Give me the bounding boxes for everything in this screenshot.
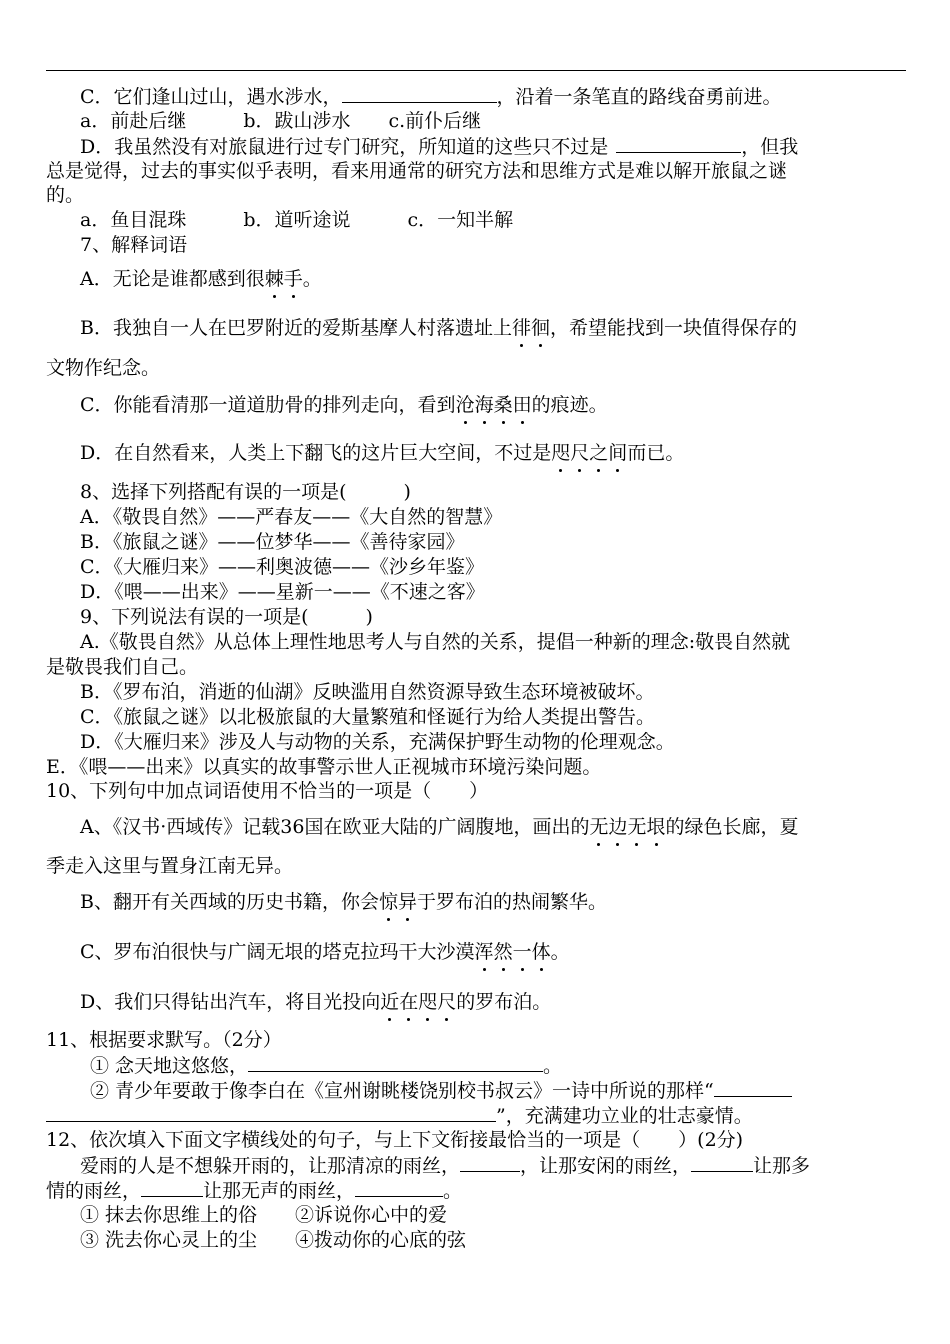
- q11-item-1-text: ① 念天地这悠悠，: [90, 1055, 249, 1077]
- q11-item-1-text-end: 。: [543, 1055, 563, 1077]
- dotted-char: 近: [380, 991, 400, 1013]
- q12-options-1: ① 抹去你思维上的俗 ②诉说你心中的爱: [80, 1204, 448, 1226]
- q7b-line-2: 文物作纪念。: [46, 357, 161, 379]
- q7c-text: C．你能看清那一道道肋骨的排列走向，看到: [80, 394, 456, 416]
- q6c-text-end: ，沿着一条笔直的路线奋勇前进。: [496, 86, 782, 108]
- dotted-char: 咫: [551, 442, 571, 464]
- q6d-line-2: 总是觉得，过去的事实似乎表明，看来用通常的研究方法和思维方式是难以解开旅鼠之谜: [46, 160, 788, 182]
- q12-blank-3: [141, 1178, 203, 1197]
- q9-option-a-2: 是敬畏我们自己。: [46, 656, 199, 678]
- q10a: [80, 815, 799, 839]
- q12-passage: [80, 1153, 810, 1178]
- q11-item-2: [90, 1078, 792, 1103]
- q6c-line: [80, 84, 782, 109]
- dotted-char: 间: [608, 442, 628, 464]
- q6c-blank: [342, 84, 497, 103]
- q7d: [80, 441, 684, 465]
- q11-title: 11、根据要求默写。（2分）: [46, 1029, 282, 1051]
- q11-item-1-blank: [248, 1053, 543, 1072]
- dotted-char: 棘: [264, 268, 284, 290]
- q10a-text: A、《汉书·西域传》记载36国在欧亚大陆的广阔腹地，画出的: [80, 816, 590, 838]
- q11-item-2-blank: [714, 1078, 792, 1097]
- dotted-char: 在: [399, 991, 419, 1013]
- q6d-text-end: ，但我: [741, 136, 799, 158]
- q12-title: 12、依次填入下面文字横线处的句子，与上下文衔接最恰当的一项是（ ）(2分): [46, 1129, 744, 1151]
- q9-option-c: C．《旅鼠之谜》以北极旅鼠的大量繁殖和怪诞行为给人类提出警告。: [80, 706, 656, 728]
- q12-passage-text-2: ，让那安闲的雨丝，: [520, 1155, 692, 1177]
- q12-passage-text-5: 让那无声的雨丝，: [203, 1180, 356, 1202]
- q7b: [80, 316, 797, 340]
- q11-item-2-line-2: [46, 1103, 753, 1128]
- dotted-char: 手: [283, 268, 303, 290]
- dotted-char: 尺: [437, 991, 457, 1013]
- dotted-char: 然: [493, 941, 513, 963]
- q6d-blank: [616, 134, 741, 153]
- q7d-text-end: 而已。: [627, 442, 685, 464]
- q7b-text: B．我独自一人在巴罗附近的爱斯基摩人村落遗址上: [80, 317, 512, 339]
- q10d-text-end: 的罗布泊。: [456, 991, 552, 1013]
- q10b-text: B、翻开有关西域的历史书籍，你会: [80, 891, 379, 913]
- q7-title: 7、解释词语: [80, 234, 188, 256]
- dotted-char: 田: [512, 394, 532, 416]
- q12-blank-4: [355, 1178, 443, 1197]
- q7b-text-end: ，希望能找到一块值得保存的: [550, 317, 798, 339]
- dotted-char: 徊: [530, 317, 550, 339]
- q10b-word: [379, 891, 417, 913]
- q9-option-b: B．《罗布泊，消逝的仙湖》反映滥用自然资源导致生态环境被破坏。: [80, 681, 655, 703]
- dotted-char: 异: [397, 891, 417, 913]
- q9-title: 9、下列说法有误的一项是( ): [80, 606, 373, 628]
- dotted-char: 惊: [378, 891, 398, 913]
- q12-passage-text-3: 让那多: [753, 1155, 811, 1177]
- dotted-char: 徘: [511, 317, 531, 339]
- q7d-text: D．在自然看来，人类上下翻飞的这片巨大空间，不过是: [80, 442, 552, 464]
- q7a-word: [265, 268, 303, 290]
- dotted-char: 桑: [493, 394, 513, 416]
- q11-item-2-text: ② 青少年要敢于像李白在《宣州谢眺楼饶别校书叔云》一诗中所说的那样“: [90, 1080, 714, 1102]
- dotted-char: 无: [627, 816, 647, 838]
- dotted-char: 海: [474, 394, 494, 416]
- q8-option-c: C．《大雁归来》——利奥波德——《沙乡年鉴》: [80, 556, 485, 578]
- q6d-options: a．鱼目混珠 b．道听途说 c．一知半解: [80, 209, 514, 231]
- q10b-text-end: 于罗布泊的热闹繁华。: [417, 891, 608, 913]
- q10c-text-end: 。: [550, 941, 570, 963]
- q7c-text-end: 的痕迹。: [531, 394, 608, 416]
- q12-passage-text-4: 情的雨丝，: [46, 1180, 142, 1202]
- q8-option-d: D．《喂——出来》——星新一——《不速之客》: [80, 581, 485, 603]
- q9-option-e: E．《喂——出来》以真实的故事警示世人正视城市环境污染问题。: [46, 756, 602, 778]
- q10c: [80, 940, 570, 964]
- q9-option-d: D．《大雁归来》涉及人与动物的关系，充满保护野生动物的伦理观念。: [80, 731, 675, 753]
- dotted-char: 边: [608, 816, 628, 838]
- dotted-char: 尺: [570, 442, 590, 464]
- q7d-word: [551, 442, 627, 464]
- q8-title: 8、选择下列搭配有误的一项是( ): [80, 481, 411, 503]
- q7b-word: [512, 317, 550, 339]
- dotted-char: 咫: [418, 991, 438, 1013]
- q8-option-b: B．《旅鼠之谜》——位梦华——《善待家园》: [80, 531, 465, 553]
- q10a-line-2: 季走入这里与置身江南无异。: [46, 855, 294, 877]
- dotted-char: 沧: [455, 394, 475, 416]
- q7c: [80, 393, 608, 417]
- q10d-text: D、我们只得钻出汽车，将目光投向: [80, 991, 381, 1013]
- dotted-char: 体: [531, 941, 551, 963]
- q9-option-a: A.《敬畏自然》从总体上理性地思考人与自然的关系，提倡一种新的理念:敬畏自然就: [80, 631, 791, 653]
- dotted-char: 一: [512, 941, 532, 963]
- q10c-word: [475, 941, 551, 963]
- q12-blank-1: [460, 1153, 520, 1172]
- q12-options-2: ③ 洗去你心灵上的尘 ④拨动你的心底的弦: [80, 1229, 467, 1251]
- q11-item-1: [90, 1053, 562, 1078]
- q12-passage-text-6: 。: [443, 1180, 463, 1202]
- dotted-char: 之: [589, 442, 609, 464]
- top-rule: [46, 70, 906, 71]
- q10d-word: [380, 991, 456, 1013]
- q10a-word: [589, 816, 665, 838]
- dotted-char: 无: [589, 816, 609, 838]
- q6d-text: D．我虽然没有对旅鼠进行过专门研究，所知道的这些只不过是: [80, 136, 609, 158]
- q7c-word: [456, 394, 532, 416]
- q7a-text-end: 。: [302, 268, 322, 290]
- q12-passage-2: [46, 1178, 462, 1203]
- q11-item-2-text-end: ”，充满建功立业的壮志豪情。: [496, 1105, 753, 1127]
- q7a: [80, 267, 322, 291]
- q11-item-2-blank-2: [46, 1103, 496, 1122]
- q10c-text: C、罗布泊很快与广阔无垠的塔克拉玛干大沙漠: [80, 941, 475, 963]
- q6d-line: [80, 134, 798, 159]
- dotted-char: 浑: [474, 941, 494, 963]
- q12-passage-text: 爱雨的人是不想躲开雨的，让那清凉的雨丝，: [80, 1155, 461, 1177]
- q10a-text-end: 的绿色长廊，夏: [665, 816, 799, 838]
- q10-title: 10、下列句中加点词语使用不恰当的一项是（ ）: [46, 780, 489, 802]
- q6c-text: C．它们逢山过山，遇水涉水，: [80, 86, 342, 108]
- q10d: [80, 990, 551, 1014]
- dotted-char: 垠: [646, 816, 666, 838]
- q10b: [80, 890, 607, 914]
- q12-blank-2: [691, 1153, 753, 1172]
- q8-option-a: A．《敬畏自然》——严春友——《大自然的智慧》: [80, 506, 503, 528]
- q6c-options: a．前赴后继 b．跋山涉水 c.前仆后继: [80, 110, 482, 132]
- q7a-text: A．无论是谁都感到很: [80, 268, 265, 290]
- q6d-line-3: 的。: [46, 184, 85, 206]
